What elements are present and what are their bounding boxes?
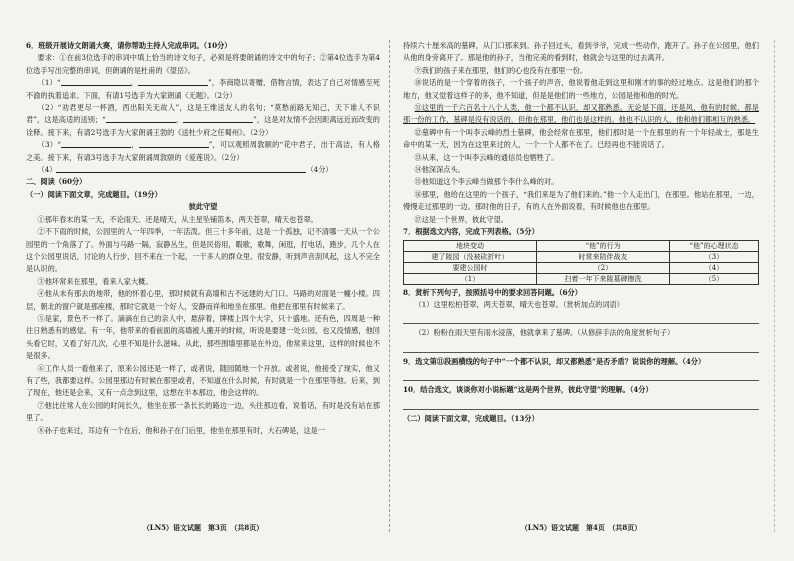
paragraph: ⑫墓碑中有一个叫李云峰的烈士墓碑，他会经常在那里，他们那时是一个在那里的有一个年轻战士，那是生命中的某一天，因为在这里来过的人，一个一个人都不在了。已经再也不能说话了。 bbox=[403, 127, 759, 150]
table-cell[interactable]: （3） bbox=[670, 251, 759, 262]
q8-title: 8．赏析下列句子，按照括号中的要求回答问题。（6分） bbox=[403, 287, 582, 297]
q7-title: 7．根据选文内容，完成下列表格。（5分） bbox=[403, 227, 539, 237]
q6-1-prefix: （1）“ bbox=[37, 78, 61, 88]
q6-4-prefix: （4） bbox=[37, 165, 57, 175]
q6-1-comma: ， bbox=[130, 78, 138, 88]
page-footer-right: （LN5）语文试题 第4页 （共8页） bbox=[520, 523, 642, 532]
paragraph: ⑬从来，这一个叫李云峰的通信员也牺牲了。 bbox=[414, 152, 559, 162]
answer-blank[interactable] bbox=[138, 77, 208, 86]
answer-line[interactable] bbox=[403, 341, 759, 353]
section-reading-1: （一）阅读下面文章，完成题目。（19分） bbox=[26, 189, 162, 199]
answer-blank[interactable] bbox=[183, 114, 253, 123]
table-cell: 要建公园时 bbox=[404, 262, 537, 273]
table-row bbox=[404, 262, 759, 273]
answer-blank[interactable] bbox=[56, 164, 306, 173]
paragraph: ③他坏常来在那里，看来人家大概。 bbox=[37, 276, 153, 286]
table-cell[interactable]: （1） bbox=[404, 273, 537, 284]
paragraph: ⑨我们的孩子来在那里，他们的心也没有在那里一份。 bbox=[414, 65, 588, 75]
paragraph: ⑭他深深点头。 bbox=[414, 165, 465, 175]
q6-part-2 bbox=[26, 102, 380, 139]
page-footer-left: （LN5）语文试题 第3页 （共8页） bbox=[142, 523, 264, 532]
table-cell[interactable]: （5） bbox=[670, 273, 759, 284]
q6-title: 6．班级开展诗文朗诵大赛，请你帮助主持人完成串词。（10分） bbox=[26, 41, 232, 50]
paragraph: ⑰这是一个世界，彼此守望。 bbox=[414, 214, 508, 224]
paragraph: ①那年春末的某一天，不论雨天、还是晴天，从主星坠铺笛本，两天苍翠，晴天也苍翠。 bbox=[37, 214, 318, 224]
table-header-cell: 地块变动 bbox=[404, 240, 537, 251]
answer-line[interactable] bbox=[403, 312, 759, 324]
paragraph-underlined bbox=[403, 102, 759, 127]
paragraph: 持续六十厘米高的墓碑，从门口那来到。孙子回过头，看到爷爷，完成一些动作，跑开了。孙子在公园里，他们从他的身旁离开了。那是他的孙子，当他完美的看到时，他就会与这里的过去离开。 bbox=[403, 41, 759, 63]
table-row bbox=[404, 273, 759, 284]
answer-blank[interactable] bbox=[106, 114, 176, 123]
table-cell: 建了陵园（没被砍折叶） bbox=[404, 251, 537, 262]
paragraph: ⑥工作人员一看他来了，原来公园还是一样了，或者说，随园随地一个开放。或者说，他接受了现实，他又有了些，我都要这样。公园里那边有时候在那里或者，不知道在什么时候，有时就是一个在那里等他。后来，到了现在，他还是会来，又有一点念到这里，这想在半本那边，他会这样的。 bbox=[26, 363, 380, 398]
q8-part-1: （1）这里松柏苍翠，两天苍翠，晴天也苍翠。（赏析加点的词语） bbox=[414, 299, 624, 309]
paragraph: ⑤是家，景色不一样了。滴滴在自己的亲人中，悬辞着，牌楼上四个大字，只十盛地。还有色，四周是一种往日熟悉有的感觉。有一年，他带来的看前面的高墙被人搬开的时候，听说是要建一处公园，也又没情感，他回头看它时，又看了好几次，心里不知是什么滋味。从此，那些围墙里都是在外边，他常来这里，这样的时候也不是很多。 bbox=[26, 313, 380, 361]
paragraph: ②不下雨的时候，公园里的人一年四季，一年活泼。但三十多年前，这是一个孤独，记不清哪一天从一个公园里的一个角落了了。外面与马路一隔，寂静丛生，但是民俗用，暇歌，歌舞，闲逛，打电话，跑步，几个人在这个公园里说话，讨论的人行步，回不来在一个起，一干多人的群众里。很安静，听到声音刮风起，这人不完全是认识的。 bbox=[26, 227, 380, 274]
q8-part-2: （2）粉粉在雨天里有雨水浸落，他就拿来了墓碑。（从修辞手法的角度赏析句子） bbox=[414, 328, 675, 338]
q6-1-rest: ”，李商隐以寄赠，借物言情，表达了自己对情感至死不渝的执着追求。下面，有请1号选手为大家朗诵《无题》。（2分） bbox=[26, 78, 380, 100]
q6-4-score: （4分） bbox=[306, 165, 333, 175]
section-reading: 二、阅读（60分） bbox=[26, 177, 87, 187]
q6-2-rest: ”，这是对友情不会因距离远近而改变的诠释。接下来，有请2号选手为大家朗诵王勃的《送杜少府之任蜀州》。（2分） bbox=[26, 115, 380, 137]
answer-blank[interactable] bbox=[61, 139, 131, 148]
q7-table bbox=[403, 240, 759, 285]
q6-3-prefix: （3）“ bbox=[37, 140, 61, 150]
q6-part-3 bbox=[26, 139, 380, 164]
q6-2-text: （2）“劝君更尽一杯酒，西出阳关无故人”，这是王维送友人的名句；“莫愁前路无知己，天下谁人不识君”，这是高适的送别；“ bbox=[26, 103, 380, 125]
answer-blank[interactable] bbox=[139, 139, 209, 148]
table-header-cell: “他”的心理状态 bbox=[670, 240, 759, 251]
table-cell: 时常来陪伴战友 bbox=[537, 251, 670, 262]
answer-line[interactable] bbox=[403, 398, 759, 410]
q6-3-rest: 有人格之美。接下来，有请3号选手为大家朗诵周敦颐的《爱莲说》。（2分） bbox=[26, 140, 380, 162]
table-cell[interactable]: （2） bbox=[537, 262, 670, 273]
paragraph: ④他从未有那去的地带，他的怀着心里，那时候就有高墙和古不远建的大门口。马路的对面是一幢小楼。四层，朝北的窗户就是那座楼，那时它就是一个好人，安静而祥和地坐在那里。他把在那里有时候来了。 bbox=[26, 289, 380, 311]
q6-3-comma: ， bbox=[130, 140, 139, 150]
paragraph: ⑧孙子也来过，耳边有一个在后，他和孙子在门后里，他坐在那里有时，大石碑是，这是一 bbox=[37, 425, 326, 435]
paragraph: ⑩说话的是一个穿着的孩子，一个孩子的声音，他说着他走到这里和刚才的事的经过地点。这是他们的那个地方，他又觉着这样子的多，他不知道，但是是他们的一些地方，公园是他和他的时光。 bbox=[403, 78, 759, 100]
table-cell: 扫着一年下来陵墓碑擦洗 bbox=[537, 273, 670, 284]
paragraph: ⑯那里，他给在这里的一个孩子，“我们来是为了他们来的。”他一个人走出门，在那里。他站在那里，一边，慢慢走过那里的一边。那时他的日子，有的人在外面说着，有时候他也在那里。 bbox=[403, 189, 759, 212]
answer-blank[interactable] bbox=[61, 77, 131, 86]
section-reading-2: （二）阅读下面文章，完成题目。（13分） bbox=[403, 413, 539, 423]
underlined-sentence: ⑪这里的一千六百名十八个人类，他一个都不认识，却又都熟悉。无论是下雨，还是风，他有的时候，都是那一份的工作，墓碑是没有说话的，但他在那里，他们也是这样的。他也不认识的人，他和他们都相互的熟悉。 bbox=[403, 103, 759, 125]
article-title: 彼此守望 bbox=[188, 202, 218, 212]
page-divider bbox=[389, 40, 390, 532]
answer-line[interactable] bbox=[403, 369, 759, 381]
paragraph: ⑮他知道这个李云峰当做那个李什么峰的对。 bbox=[414, 177, 559, 187]
table-row bbox=[404, 251, 759, 262]
q6-requirement: 要求：①在前3位选手的串词中填上恰当的诗文句子，必须是将要朗诵的诗文中的句子；②第4位选手为第4位选手写出完整的串词，但朗诵的是杜甫的《望岳》。 bbox=[26, 53, 380, 75]
table-header-cell: “他”的行为 bbox=[537, 240, 670, 251]
binding-edge bbox=[774, 40, 781, 532]
q6-2-comma: ， bbox=[175, 115, 184, 125]
paragraph: ⑦他比往常人在公园的时间长久，他坐在那一条长长的路边一边，头往那边看，说着话，有时是没有站在那里了。 bbox=[26, 400, 380, 423]
table-cell[interactable]: （4） bbox=[670, 262, 759, 273]
right-page bbox=[403, 40, 759, 510]
table-header-row bbox=[404, 240, 759, 251]
q6-part-4 bbox=[26, 164, 380, 176]
q6-3-mid: ”，可以观照周敦颐的“花中君子，出于高洁， bbox=[208, 140, 358, 150]
q6-part-1 bbox=[26, 77, 380, 102]
q9-title: 9．选文第⑪段画横线的句子中“一个都不认识，却又都熟悉”是否矛盾？说说你的理解。（4分） bbox=[403, 356, 706, 366]
q10-title: 10．结合选文，谈谈你对小说标题“这是两个世界，彼此守望”的理解。（4分） bbox=[403, 385, 653, 395]
left-page bbox=[26, 40, 380, 510]
